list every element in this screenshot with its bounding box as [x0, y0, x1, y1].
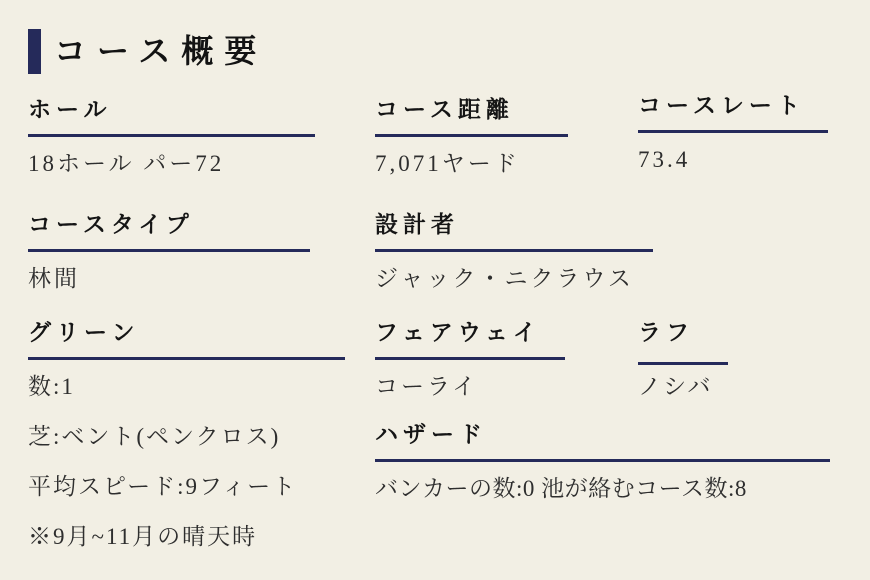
- course-distance-label: コース距離: [375, 97, 514, 122]
- hazard-label: ハザード: [375, 422, 487, 447]
- fairway-value: コーライ: [375, 374, 479, 399]
- page-title: コース概要: [54, 33, 268, 69]
- field-hazard: [375, 420, 870, 504]
- field-designer: [375, 210, 870, 294]
- course-rate-value: 73.4: [638, 147, 691, 172]
- green-turf-line: 芝:ベント(ペンクロス): [28, 424, 281, 449]
- field-course-rate: [638, 91, 870, 175]
- left-column: [28, 95, 375, 552]
- hazard-underline: [375, 459, 830, 462]
- title-accent-bar: [28, 29, 41, 74]
- field-hole: [28, 95, 375, 179]
- designer-value: ジャック・ニクラウス: [375, 266, 634, 291]
- course-rate-underline: [638, 130, 828, 133]
- green-count-line: 数:1: [28, 374, 75, 399]
- green-label: グリーン: [28, 320, 140, 345]
- hole-underline: [28, 134, 315, 137]
- course-type-value: 林間: [28, 266, 80, 291]
- green-speed-line: 平均スピード:9フィート: [28, 474, 298, 499]
- green-note-line: ※9月~11月の晴天時: [28, 524, 258, 549]
- course-type-underline: [28, 249, 310, 252]
- fairway-underline: [375, 357, 565, 360]
- right-column: [375, 95, 870, 552]
- course-type-label: コースタイプ: [28, 212, 194, 237]
- hazard-value: バンカーの数:0 池が絡むコース数:8: [375, 476, 747, 501]
- fairway-label: フェアウェイ: [375, 320, 541, 345]
- field-rough: [638, 318, 870, 402]
- rough-underline: [638, 362, 728, 365]
- hole-label: ホール: [28, 97, 112, 122]
- hole-value: 18ホール パー72: [28, 151, 225, 176]
- row-fairway-rough: [375, 318, 870, 402]
- course-distance-value: 7,071ヤード: [375, 151, 520, 176]
- designer-label: 設計者: [375, 212, 459, 237]
- field-course-type: [28, 210, 375, 294]
- field-green: [28, 318, 375, 552]
- rough-label: ラフ: [638, 320, 694, 345]
- course-distance-underline: [375, 134, 568, 137]
- course-rate-label: コースレート: [638, 93, 805, 118]
- overview-grid: [28, 95, 870, 552]
- row-distance-rate: [375, 95, 870, 179]
- field-fairway: [375, 318, 638, 402]
- green-underline: [28, 357, 345, 360]
- field-course-distance: [375, 95, 638, 179]
- designer-underline: [375, 249, 653, 252]
- section-title-row: [28, 28, 870, 74]
- rough-value: ノシバ: [638, 374, 714, 399]
